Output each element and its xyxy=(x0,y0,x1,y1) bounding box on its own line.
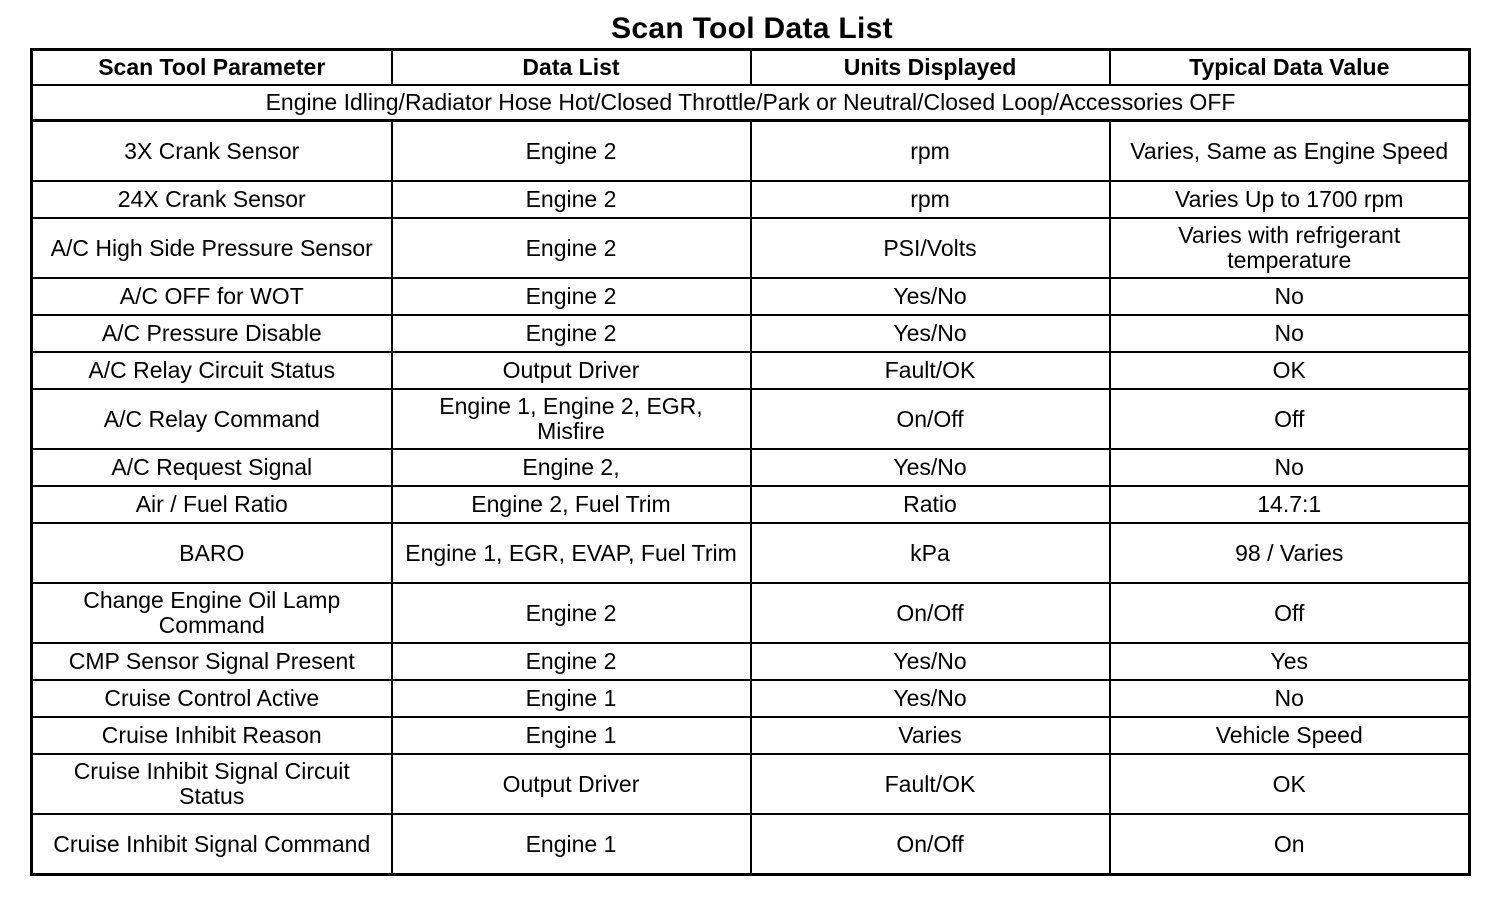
cell-data-list: Engine 2 xyxy=(392,315,751,352)
cell-parameter: BARO xyxy=(32,523,392,583)
cell-units: rpm xyxy=(751,181,1110,218)
cell-typical-value: Varies Up to 1700 rpm xyxy=(1110,181,1470,218)
cell-data-list: Engine 2 xyxy=(392,218,751,278)
cell-typical-value: OK xyxy=(1110,352,1470,389)
cell-units: Varies xyxy=(751,717,1110,754)
table-row xyxy=(32,583,1470,643)
table-header xyxy=(32,50,1470,86)
cell-parameter: 3X Crank Sensor xyxy=(32,121,392,182)
cell-data-list: Engine 2 xyxy=(392,121,751,182)
cell-parameter: Cruise Inhibit Signal Circuit Status xyxy=(32,754,392,814)
cell-units: On/Off xyxy=(751,389,1110,449)
table-row xyxy=(32,218,1470,278)
cell-parameter: 24X Crank Sensor xyxy=(32,181,392,218)
header-row xyxy=(32,50,1470,86)
scan-tool-data-table xyxy=(30,48,1471,876)
cell-typical-value: On xyxy=(1110,814,1470,875)
header-data-list: Data List xyxy=(392,50,751,86)
cell-data-list: Engine 2 xyxy=(392,278,751,315)
table-row xyxy=(32,181,1470,218)
cell-typical-value: OK xyxy=(1110,754,1470,814)
condition-text: Engine Idling/Radiator Hose Hot/Closed Throttle/Park or Neutral/Closed Loop/Accessories OFF xyxy=(32,85,1470,121)
header-units-displayed: Units Displayed xyxy=(751,50,1110,86)
table-row xyxy=(32,754,1470,814)
cell-units: On/Off xyxy=(751,814,1110,875)
cell-typical-value: No xyxy=(1110,449,1470,486)
cell-typical-value: 98 / Varies xyxy=(1110,523,1470,583)
table-row xyxy=(32,315,1470,352)
cell-units: Fault/OK xyxy=(751,754,1110,814)
table-row xyxy=(32,278,1470,315)
cell-units: Yes/No xyxy=(751,449,1110,486)
cell-parameter: A/C OFF for WOT xyxy=(32,278,392,315)
cell-data-list: Engine 1, Engine 2, EGR, Misfire xyxy=(392,389,751,449)
cell-data-list: Output Driver xyxy=(392,754,751,814)
header-scan-tool-parameter: Scan Tool Parameter xyxy=(32,50,392,86)
table-row xyxy=(32,486,1470,523)
cell-data-list: Engine 2 xyxy=(392,181,751,218)
header-typical-data-value: Typical Data Value xyxy=(1110,50,1470,86)
cell-data-list: Engine 2, xyxy=(392,449,751,486)
cell-data-list: Engine 1 xyxy=(392,717,751,754)
cell-typical-value: Varies with refrigerant temperature xyxy=(1110,218,1470,278)
table-row xyxy=(32,121,1470,182)
table-body xyxy=(32,85,1470,875)
cell-parameter: A/C High Side Pressure Sensor xyxy=(32,218,392,278)
cell-data-list: Output Driver xyxy=(392,352,751,389)
cell-parameter: Change Engine Oil Lamp Command xyxy=(32,583,392,643)
cell-units: kPa xyxy=(751,523,1110,583)
page-title: Scan Tool Data List xyxy=(611,12,893,45)
cell-units: PSI/Volts xyxy=(751,218,1110,278)
cell-typical-value: Vehicle Speed xyxy=(1110,717,1470,754)
table-row xyxy=(32,523,1470,583)
cell-data-list: Engine 1, EGR, EVAP, Fuel Trim xyxy=(392,523,751,583)
cell-data-list: Engine 2 xyxy=(392,583,751,643)
table-row xyxy=(32,680,1470,717)
cell-units: Yes/No xyxy=(751,315,1110,352)
cell-typical-value: Off xyxy=(1110,389,1470,449)
cell-parameter: A/C Relay Command xyxy=(32,389,392,449)
cell-typical-value: No xyxy=(1110,680,1470,717)
cell-data-list: Engine 1 xyxy=(392,680,751,717)
cell-parameter: A/C Relay Circuit Status xyxy=(32,352,392,389)
cell-units: rpm xyxy=(751,121,1110,182)
cell-data-list: Engine 1 xyxy=(392,814,751,875)
table-row xyxy=(32,389,1470,449)
table-row xyxy=(32,814,1470,875)
cell-units: Fault/OK xyxy=(751,352,1110,389)
cell-parameter: Cruise Inhibit Reason xyxy=(32,717,392,754)
table-row xyxy=(32,643,1470,680)
cell-parameter: A/C Pressure Disable xyxy=(32,315,392,352)
table-row xyxy=(32,352,1470,389)
cell-typical-value: Yes xyxy=(1110,643,1470,680)
table-row xyxy=(32,717,1470,754)
cell-units: Yes/No xyxy=(751,680,1110,717)
cell-typical-value: No xyxy=(1110,315,1470,352)
cell-units: Ratio xyxy=(751,486,1110,523)
cell-units: Yes/No xyxy=(751,643,1110,680)
cell-data-list: Engine 2, Fuel Trim xyxy=(392,486,751,523)
table-row xyxy=(32,449,1470,486)
cell-parameter: Air / Fuel Ratio xyxy=(32,486,392,523)
cell-parameter: Cruise Inhibit Signal Command xyxy=(32,814,392,875)
cell-typical-value: Varies, Same as Engine Speed xyxy=(1110,121,1470,182)
condition-row xyxy=(32,85,1470,121)
cell-typical-value: No xyxy=(1110,278,1470,315)
cell-parameter: CMP Sensor Signal Present xyxy=(32,643,392,680)
cell-typical-value: Off xyxy=(1110,583,1470,643)
cell-units: On/Off xyxy=(751,583,1110,643)
cell-data-list: Engine 2 xyxy=(392,643,751,680)
cell-parameter: Cruise Control Active xyxy=(32,680,392,717)
cell-units: Yes/No xyxy=(751,278,1110,315)
cell-typical-value: 14.7:1 xyxy=(1110,486,1470,523)
cell-parameter: A/C Request Signal xyxy=(32,449,392,486)
